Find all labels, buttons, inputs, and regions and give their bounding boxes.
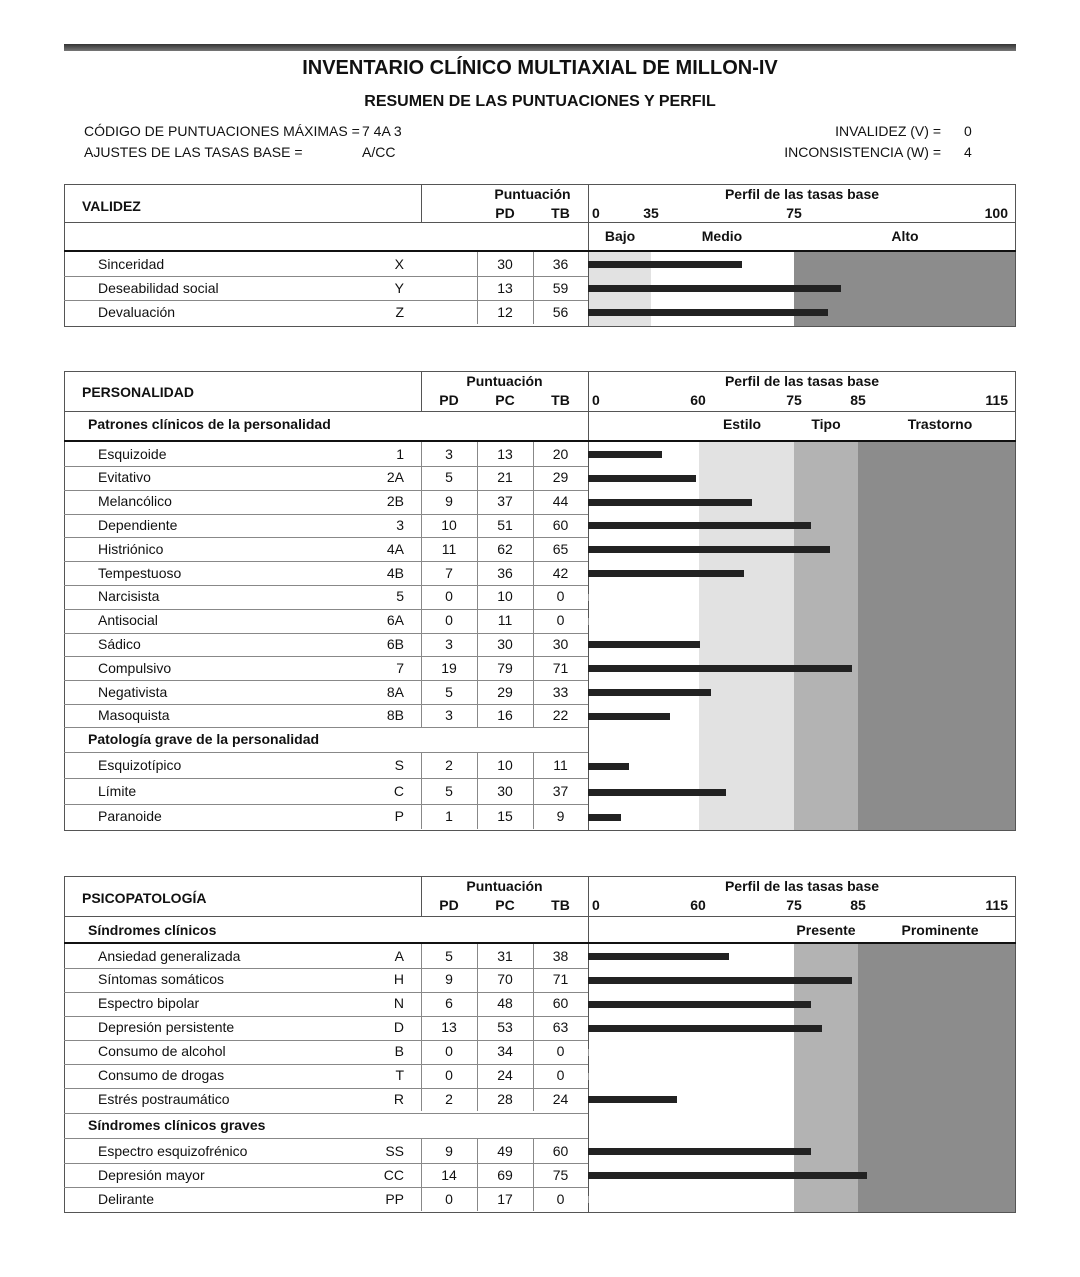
scale-code: 6A	[386, 612, 404, 629]
score-tb: 29	[552, 469, 569, 486]
score-bar	[588, 261, 742, 268]
col-pc-header: PC	[495, 392, 515, 408]
scale-name: Devaluación	[98, 303, 176, 320]
table-row	[64, 490, 1016, 514]
column-divider	[421, 442, 422, 728]
score-tb: 38	[552, 947, 569, 964]
column-divider	[421, 184, 422, 222]
scale-name: Ansiedad generalizada	[98, 947, 241, 964]
score-pd: 9	[445, 971, 453, 988]
score-bar	[588, 1172, 867, 1179]
scale-code: 4A	[386, 540, 404, 557]
column-divider	[421, 944, 422, 1111]
score-bar	[588, 1001, 811, 1008]
scale-code: PP	[385, 1190, 404, 1207]
axis-tick-label: 35	[643, 205, 659, 221]
score-tb: 33	[552, 683, 569, 700]
scale-name: Esquizotípico	[98, 757, 182, 773]
score-bar	[588, 789, 726, 796]
score-pc: 10	[497, 588, 513, 605]
column-divider	[477, 753, 478, 829]
score-bar	[588, 1096, 677, 1103]
scale-name: Consumo de drogas	[98, 1067, 225, 1083]
axis-tick-label: 115	[985, 392, 1008, 408]
score-pc: 21	[497, 469, 513, 486]
score-pc: 49	[497, 1142, 513, 1159]
invalidez-value: 0	[964, 123, 972, 139]
score-tb: 60	[552, 995, 569, 1012]
table-row	[64, 1040, 1016, 1064]
scale-name: Melancólico	[98, 493, 172, 510]
score-pc: 24	[497, 1067, 513, 1083]
report-subtitle: RESUMEN DE LAS PUNTUACIONES Y PERFIL	[364, 93, 716, 110]
score-pd: 13	[441, 1019, 457, 1036]
score-pc: 16	[497, 707, 513, 724]
score-pd: 2	[445, 757, 453, 773]
score-bar	[588, 499, 752, 506]
table-row	[64, 252, 1016, 276]
score-pc: 15	[497, 808, 513, 824]
score-tb: 0	[556, 588, 565, 605]
score-pc: 79	[497, 659, 513, 676]
score-pc: 30	[497, 783, 513, 799]
scale-name: Depresión mayor	[98, 1166, 205, 1183]
score-tb: 20	[552, 445, 569, 462]
axis-tick-label: 0	[592, 392, 600, 408]
column-divider	[533, 442, 534, 728]
table-row	[64, 561, 1016, 585]
score-bar	[588, 665, 852, 672]
score-tb: 24	[552, 1090, 569, 1107]
scale-name: Paranoide	[98, 808, 162, 824]
table-row	[64, 1139, 1016, 1163]
scale-code: Z	[395, 303, 404, 320]
axis-tick-label: 75	[786, 205, 802, 221]
scale-code: S	[394, 757, 404, 773]
column-divider	[533, 753, 534, 829]
scale-name: Sádico	[98, 635, 141, 652]
score-tb: 0	[556, 612, 565, 629]
score-pd: 19	[441, 659, 457, 676]
score-pd: 7	[445, 564, 453, 581]
score-tb: 63	[552, 1019, 569, 1036]
table-row	[64, 585, 1016, 609]
score-pc: 69	[497, 1166, 513, 1183]
column-divider	[477, 1139, 478, 1211]
axis-tick-label: 0	[592, 205, 600, 221]
score-pd: 10	[441, 516, 457, 533]
score-pd: 13	[497, 279, 513, 296]
score-pc: 37	[497, 493, 513, 510]
score-tb: 75	[552, 1166, 569, 1183]
score-bar	[588, 285, 841, 292]
score-pc: 36	[497, 564, 513, 581]
scale-code: 7	[396, 659, 404, 676]
score-pd: 0	[445, 588, 453, 605]
score-tb: 71	[552, 971, 569, 988]
profile-title: Perfil de las tasas base	[724, 186, 880, 202]
scale-name: Consumo de alcohol	[98, 1043, 226, 1060]
score-tb: 36	[552, 255, 569, 272]
score-pc: 13	[497, 445, 513, 462]
scale-code: 1	[396, 445, 404, 462]
col-pc-header: PC	[495, 897, 515, 913]
scale-code: D	[393, 1019, 404, 1036]
scale-code: B	[394, 1043, 404, 1060]
table-row	[64, 609, 1016, 633]
score-tb: 59	[552, 279, 569, 296]
score-pc: 11	[497, 612, 513, 629]
score-tb: 42	[552, 564, 569, 581]
score-bar	[588, 1196, 589, 1203]
scale-code: P	[394, 808, 404, 824]
column-divider	[421, 876, 422, 916]
report-title: INVENTARIO CLÍNICO MULTIAXIAL DE MILLON-IV	[302, 57, 778, 79]
score-bar	[588, 1049, 589, 1056]
band-label: Alto	[891, 228, 919, 244]
scale-code: X	[394, 255, 404, 272]
score-pd: 1	[445, 808, 453, 824]
score-pc: 17	[497, 1190, 513, 1207]
scale-code: C	[393, 783, 404, 799]
scale-name: Espectro esquizofrénico	[98, 1142, 248, 1159]
score-bar	[588, 451, 662, 458]
score-pd: 30	[497, 255, 513, 272]
validez-section	[64, 184, 1016, 327]
invalidez-label: INVALIDEZ (V) =	[835, 123, 941, 139]
group-header: Síndromes clínicos graves	[88, 1117, 266, 1133]
band-label: Medio	[701, 228, 743, 244]
axis-tick-label: 85	[850, 897, 866, 913]
score-bar	[588, 713, 670, 720]
section-title: VALIDEZ	[82, 198, 141, 214]
score-pc: 31	[497, 947, 513, 964]
inconsistencia-value: 4	[964, 144, 972, 160]
scale-code: R	[393, 1090, 404, 1107]
table-row	[64, 656, 1016, 680]
table-row	[64, 704, 1016, 728]
column-divider	[477, 252, 478, 324]
scale-code: SS	[385, 1142, 404, 1159]
score-pc: 34	[497, 1043, 513, 1060]
max-code-label: CÓDIGO DE PUNTUACIONES MÁXIMAS =	[84, 123, 360, 139]
score-tb: 60	[552, 1142, 569, 1159]
axis-tick-label: 0	[592, 897, 600, 913]
col-tb-header: TB	[551, 205, 570, 221]
table-row	[64, 753, 1016, 778]
score-pd: 14	[441, 1166, 457, 1183]
score-pd: 2	[445, 1090, 453, 1107]
score-pd: 12	[497, 303, 513, 320]
score-bar	[588, 1148, 811, 1155]
table-row	[64, 466, 1016, 490]
table-row	[64, 779, 1016, 804]
band-label: Bajo	[604, 228, 636, 244]
score-bar	[588, 977, 852, 984]
score-bar	[588, 953, 729, 960]
header-divider	[64, 411, 1016, 412]
profile-title: Perfil de las tasas base	[724, 878, 880, 894]
score-bar	[588, 763, 629, 770]
score-pc: 48	[497, 995, 513, 1012]
scale-name: Antisocial	[98, 612, 158, 629]
axis-tick-label: 115	[985, 897, 1008, 913]
band-label: Tipo	[811, 416, 841, 432]
table-row	[64, 513, 1016, 537]
axis-tick-label: 60	[690, 897, 706, 913]
scale-code: 6B	[386, 635, 404, 652]
base-adjust-value: A/CC	[362, 144, 396, 160]
column-divider	[421, 371, 422, 411]
scale-name: Sinceridad	[98, 255, 165, 272]
header-divider	[64, 916, 1016, 917]
personalidad-section	[64, 371, 1016, 831]
scale-name: Depresión persistente	[98, 1019, 235, 1036]
column-divider	[533, 252, 534, 324]
puntuacion-label: Puntuación	[466, 373, 543, 389]
scale-name: Delirante	[98, 1190, 155, 1207]
column-divider	[477, 944, 478, 1111]
score-pd: 0	[445, 1067, 453, 1083]
group-header: Síndromes clínicos	[88, 922, 217, 938]
scale-name: Síntomas somáticos	[98, 971, 225, 988]
score-pd: 3	[445, 445, 453, 462]
section-title: PSICOPATOLOGÍA	[82, 890, 207, 906]
score-pd: 5	[445, 683, 453, 700]
top-rule	[64, 44, 1016, 51]
scale-name: Evitativo	[98, 469, 151, 486]
column-divider	[533, 1139, 534, 1211]
table-row	[64, 944, 1016, 968]
score-pd: 5	[445, 947, 453, 964]
score-bar	[588, 594, 589, 601]
col-pd-header: PD	[495, 205, 515, 221]
scale-code: N	[393, 995, 404, 1012]
band-label: Prominente	[901, 922, 979, 938]
scale-code: CC	[383, 1166, 404, 1183]
score-tb: 44	[552, 493, 569, 510]
scale-code: 2B	[386, 493, 404, 510]
scale-name: Estrés postraumático	[98, 1090, 230, 1107]
score-tb: 11	[553, 757, 568, 773]
score-pd: 0	[445, 612, 453, 629]
table-row	[64, 680, 1016, 704]
score-pc: 29	[497, 683, 513, 700]
scale-name: Masoquista	[98, 707, 170, 724]
table-row	[64, 968, 1016, 992]
puntuacion-label: Puntuación	[494, 186, 571, 202]
inconsistencia-label: INCONSISTENCIA (W) =	[784, 144, 941, 160]
section-title: PERSONALIDAD	[82, 384, 195, 400]
header-divider	[64, 222, 1016, 223]
col-tb-header: TB	[551, 897, 570, 913]
score-bar	[588, 522, 811, 529]
score-pd: 3	[445, 635, 453, 652]
scale-code: H	[393, 971, 404, 988]
scale-code: 3	[396, 516, 404, 533]
score-bar	[588, 546, 830, 553]
score-pc: 51	[497, 516, 513, 533]
table-row	[64, 632, 1016, 656]
table-row	[64, 1163, 1016, 1187]
score-bar	[588, 618, 589, 625]
scale-code: 2A	[386, 469, 404, 486]
scale-code: 8B	[386, 707, 404, 724]
scale-code: 8A	[386, 683, 404, 700]
score-tb: 9	[556, 808, 565, 824]
score-pd: 11	[441, 540, 457, 557]
score-tb: 71	[552, 659, 569, 676]
table-row	[64, 1187, 1016, 1211]
score-tb: 0	[556, 1043, 565, 1060]
score-bar	[588, 309, 828, 316]
column-divider	[421, 753, 422, 829]
score-pd: 5	[445, 469, 453, 486]
band-label: Presente	[796, 922, 856, 938]
group-header: Patología grave de la personalidad	[88, 731, 320, 747]
axis-tick-label: 60	[690, 392, 706, 408]
axis-tick-label: 75	[786, 897, 802, 913]
axis-tick-label: 75	[786, 392, 802, 408]
score-pc: 28	[497, 1090, 513, 1107]
max-code-value: 7 4A 3	[362, 123, 402, 139]
score-tb: 22	[552, 707, 569, 724]
score-pd: 5	[445, 783, 453, 799]
col-tb-header: TB	[551, 392, 570, 408]
scale-code: 4B	[386, 564, 404, 581]
column-divider	[421, 1139, 422, 1211]
scale-name: Compulsivo	[98, 659, 172, 676]
table-row	[64, 804, 1016, 829]
scale-name: Histriónico	[98, 540, 164, 557]
score-pd: 0	[445, 1043, 453, 1060]
base-adjust-label: AJUSTES DE LAS TASAS BASE =	[84, 144, 303, 160]
scale-code: 5	[396, 588, 404, 605]
score-tb: 37	[552, 783, 569, 799]
col-pd-header: PD	[439, 897, 459, 913]
table-row	[64, 442, 1016, 466]
scale-name: Narcisista	[98, 588, 160, 605]
table-row	[64, 1064, 1016, 1088]
psicopatologia-section	[64, 876, 1016, 1213]
table-row	[64, 1016, 1016, 1040]
score-pc: 62	[497, 540, 513, 557]
score-bar	[588, 814, 621, 821]
score-pd: 0	[445, 1190, 453, 1207]
score-bar	[588, 689, 711, 696]
profile-title: Perfil de las tasas base	[724, 373, 880, 389]
scale-name: Dependiente	[98, 516, 178, 533]
group-header: Patrones clínicos de la personalidad	[88, 416, 331, 432]
score-pc: 70	[497, 971, 513, 988]
scale-name: Deseabilidad social	[98, 279, 219, 296]
column-divider	[477, 442, 478, 728]
score-bar	[588, 570, 744, 577]
score-tb: 65	[552, 540, 569, 557]
scale-code: Y	[394, 279, 404, 296]
puntuacion-label: Puntuación	[466, 878, 543, 894]
band-label: Estilo	[722, 416, 762, 432]
axis-tick-label: 85	[850, 392, 866, 408]
score-tb: 0	[556, 1190, 565, 1207]
score-bar	[588, 1025, 822, 1032]
scale-name: Límite	[98, 783, 137, 799]
group-divider	[64, 727, 588, 728]
table-row	[64, 537, 1016, 561]
score-pc: 10	[497, 757, 513, 773]
scale-name: Esquizoide	[98, 445, 167, 462]
score-bar	[588, 1073, 589, 1080]
scale-name: Espectro bipolar	[98, 995, 200, 1012]
col-pd-header: PD	[439, 392, 459, 408]
scale-name: Negativista	[98, 683, 168, 700]
scale-name: Tempestuoso	[98, 564, 182, 581]
score-bar	[588, 641, 700, 648]
table-row	[64, 276, 1016, 300]
score-tb: 60	[552, 516, 569, 533]
table-row	[64, 1087, 1016, 1111]
score-pc: 53	[497, 1019, 513, 1036]
score-tb: 30	[552, 635, 569, 652]
score-pd: 9	[445, 1142, 453, 1159]
group-divider	[64, 1113, 588, 1114]
score-pc: 30	[497, 635, 513, 652]
table-row	[64, 300, 1016, 324]
scale-code: A	[394, 947, 404, 964]
score-pd: 3	[445, 707, 453, 724]
table-row	[64, 992, 1016, 1016]
column-divider	[533, 944, 534, 1111]
band-label: Trastorno	[907, 416, 973, 432]
axis-tick-label: 100	[984, 205, 1008, 221]
score-pd: 9	[445, 493, 453, 510]
score-bar	[588, 475, 696, 482]
scale-code: T	[395, 1067, 404, 1083]
score-tb: 0	[556, 1067, 565, 1083]
score-tb: 56	[552, 303, 569, 320]
score-pd: 6	[445, 995, 453, 1012]
